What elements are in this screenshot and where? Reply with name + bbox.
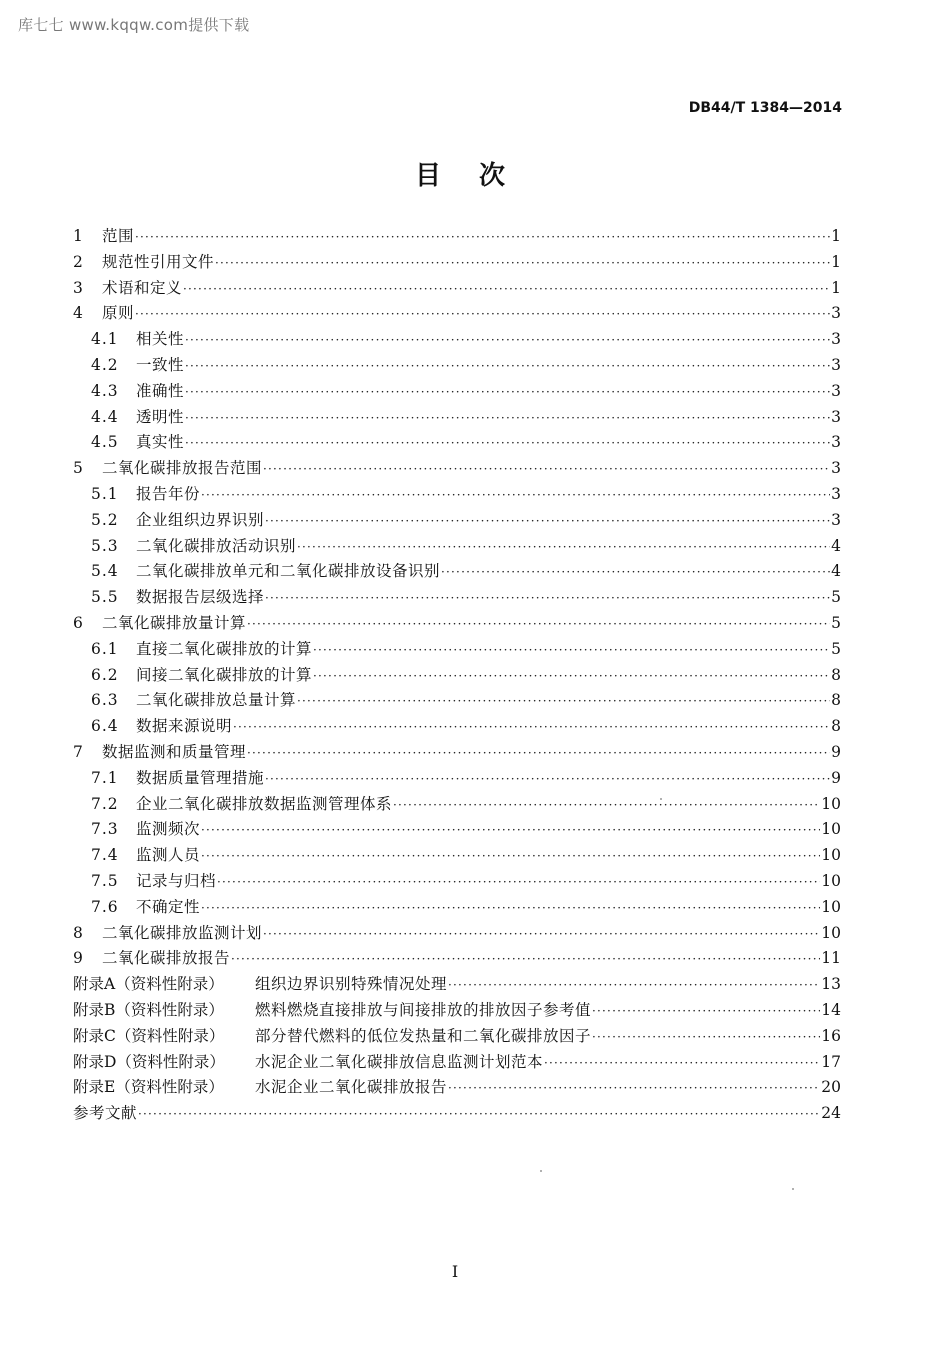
- toc-entry[interactable]: [73, 301, 841, 327]
- dot-leader: [185, 333, 830, 347]
- toc-entry-title: 燃料燃烧直接排放与间接排放的排放因子参考值: [255, 1000, 592, 1019]
- dot-leader: [441, 565, 830, 579]
- toc-entry-title: 二氧化碳排放单元和二氧化碳排放设备识别: [136, 562, 441, 581]
- toc-entry[interactable]: [73, 353, 841, 379]
- dot-leader: [138, 1107, 820, 1121]
- toc-entry-page: 4: [831, 536, 841, 555]
- toc-entry-number: 附录E（资料性附录）: [73, 1078, 224, 1097]
- toc-entry-number: 8: [73, 923, 83, 942]
- page-title: 目次: [414, 161, 543, 191]
- toc-entry[interactable]: [73, 688, 841, 714]
- toc-entry-title: 二氧化碳排放活动识别: [136, 536, 297, 555]
- toc-entry-page: 4: [831, 562, 841, 581]
- toc-entry[interactable]: [73, 534, 841, 560]
- toc-entry-number: 6.4: [91, 717, 119, 736]
- toc-entry-number: 附录C（资料性附录）: [73, 1026, 225, 1045]
- toc-entry-number: 3: [73, 278, 83, 297]
- dot-leader: [592, 1004, 820, 1018]
- toc-entry-page: 3: [831, 407, 841, 426]
- toc-entry[interactable]: [73, 379, 841, 405]
- toc-entry-number: 7.6: [91, 897, 119, 916]
- standard-code: DB44/T 1384—2014: [688, 100, 842, 116]
- toc-entry[interactable]: [73, 972, 841, 998]
- toc-entry[interactable]: [73, 405, 841, 431]
- toc-entry-number: 5.5: [91, 588, 119, 607]
- toc-entry-number: 7.5: [91, 871, 119, 890]
- toc-entry-page: 1: [831, 278, 841, 297]
- page-number: I: [451, 1262, 459, 1281]
- toc-entry[interactable]: [73, 663, 841, 689]
- toc-entry-page: 17: [821, 1052, 841, 1071]
- toc-entry-title: 监测人员: [136, 846, 201, 865]
- dot-leader: [217, 875, 820, 889]
- toc-entry-page: 10: [821, 794, 841, 813]
- toc-entry-page: 3: [831, 304, 841, 323]
- toc-entry-number: 6.3: [91, 691, 119, 710]
- toc-entry[interactable]: [73, 327, 841, 353]
- toc-entry-number: 附录A（资料性附录）: [73, 975, 224, 994]
- toc-entry-number: 4.5: [91, 433, 119, 452]
- dot-leader: [185, 436, 830, 450]
- dot-leader: [544, 1056, 820, 1070]
- toc-entry-page: 9: [831, 768, 841, 787]
- dot-leader: [448, 1081, 820, 1095]
- toc-entry[interactable]: [73, 456, 841, 482]
- toc-entry-title: 记录与归档: [136, 871, 217, 890]
- dot-leader: [231, 952, 820, 966]
- toc-entry-title: 直接二氧化碳排放的计算: [136, 639, 313, 658]
- toc-entry-title: 真实性: [136, 433, 185, 452]
- toc-entry-page: 3: [831, 433, 841, 452]
- dot-leader: [265, 591, 830, 605]
- toc-entry-page: 1: [831, 227, 841, 245]
- toc-entry-page: 16: [821, 1026, 841, 1045]
- dot-leader: [201, 488, 830, 502]
- toc-entry-title: 数据质量管理措施: [136, 768, 265, 787]
- toc-entry[interactable]: [73, 430, 841, 456]
- toc-entry-page: 24: [821, 1104, 841, 1123]
- toc-entry-page: 10: [821, 923, 841, 942]
- toc-entry-page: 5: [831, 613, 841, 632]
- toc-entry-page: 10: [821, 897, 841, 916]
- toc-entry-page: 3: [831, 484, 841, 503]
- toc-entry-number: 7.3: [91, 820, 119, 839]
- toc-entry-number: 4.4: [91, 407, 119, 426]
- dot-leader: [313, 669, 830, 683]
- toc-entry-title: 范围: [102, 227, 135, 245]
- toc-entry-title: 企业组织边界识别: [136, 510, 265, 529]
- toc-entry-page: 3: [831, 381, 841, 400]
- toc-entry-title: 透明性: [136, 407, 185, 426]
- dot-leader: [185, 385, 830, 399]
- toc-entry[interactable]: [73, 792, 841, 818]
- toc-entry-page: 8: [831, 717, 841, 736]
- dot-leader: [135, 230, 830, 244]
- toc-entry-page: 3: [831, 355, 841, 374]
- toc-entry-page: 11: [821, 949, 841, 968]
- toc-entry-number: 2: [73, 252, 83, 271]
- toc-entry-number: 4.3: [91, 381, 119, 400]
- toc-entry[interactable]: [73, 250, 841, 276]
- toc-entry-number: 5.4: [91, 562, 119, 581]
- dot-leader: [185, 411, 830, 425]
- toc-entry-title: 一致性: [136, 355, 185, 374]
- dot-leader: [265, 514, 830, 528]
- toc-entry-title: 准确性: [136, 381, 185, 400]
- toc-entry-title: 水泥企业二氧化碳排放报告: [255, 1078, 448, 1097]
- dot-leader: [201, 849, 820, 863]
- toc-entry-title: 二氧化碳排放报告范围: [102, 459, 263, 478]
- toc-entry-number: 6.2: [91, 665, 119, 684]
- toc-entry[interactable]: [73, 714, 841, 740]
- toc-entry-title: 二氧化碳排放总量计算: [136, 691, 297, 710]
- dot-leader: [297, 540, 830, 554]
- toc-entry[interactable]: [73, 817, 841, 843]
- dot-leader: [247, 617, 830, 631]
- toc-entry-page: 14: [821, 1000, 841, 1019]
- toc-entry-number: 7.1: [91, 768, 119, 787]
- dot-leader: [233, 720, 830, 734]
- toc-entry-title: 二氧化碳排放监测计划: [102, 923, 263, 942]
- toc-entry-number: 7.2: [91, 794, 119, 813]
- toc-entry[interactable]: [73, 998, 841, 1024]
- toc-entry-title: 规范性引用文件: [102, 252, 215, 271]
- dot-leader: [448, 978, 820, 992]
- toc-entry-page: 20: [821, 1078, 841, 1097]
- toc-entry-page: 10: [821, 846, 841, 865]
- toc-entry-title: 水泥企业二氧化碳排放信息监测计划范本: [255, 1052, 544, 1071]
- toc-entry[interactable]: [73, 921, 841, 947]
- toc-entry-title: 术语和定义: [102, 278, 183, 297]
- toc-entry-title: 企业二氧化碳排放数据监测管理体系: [136, 794, 393, 813]
- toc-entry-page: 3: [831, 510, 841, 529]
- toc-entry-page: 10: [821, 820, 841, 839]
- toc-entry-title: 间接二氧化碳排放的计算: [136, 665, 313, 684]
- toc-entry[interactable]: [73, 895, 841, 921]
- toc-entry-number: 5.1: [91, 484, 119, 503]
- toc-entry[interactable]: [73, 224, 841, 250]
- toc-entry-title: 原则: [102, 304, 135, 323]
- toc-entry-title: 参考文献: [73, 1104, 138, 1123]
- dot-leader: [263, 462, 830, 476]
- toc-entry-page: 1: [831, 252, 841, 271]
- toc-entry[interactable]: [73, 946, 841, 972]
- toc-entry-title: 部分替代燃料的低位发热量和二氧化碳排放因子: [255, 1026, 592, 1045]
- toc-entry[interactable]: [73, 1050, 841, 1076]
- toc-entry-number: 9: [73, 949, 83, 968]
- toc-entry[interactable]: [73, 740, 841, 766]
- toc-entry-page: 9: [831, 742, 841, 761]
- toc-entry-page: 8: [831, 691, 841, 710]
- toc-entry-number: 4: [73, 304, 83, 323]
- toc-entry-title: 二氧化碳排放量计算: [102, 613, 247, 632]
- watermark-text: 库七七 www.kqqw.com提供下载: [18, 16, 250, 34]
- toc-entry-number: 6: [73, 613, 83, 632]
- toc-entry-page: 3: [831, 330, 841, 349]
- toc-entry-number: 5.3: [91, 536, 119, 555]
- dot-leader: [201, 901, 820, 915]
- toc-entry[interactable]: [73, 559, 841, 585]
- toc-entry[interactable]: [73, 585, 841, 611]
- dot-leader: [201, 823, 820, 837]
- toc-entry[interactable]: [73, 1024, 841, 1050]
- dot-leader: [247, 746, 830, 760]
- toc-entry[interactable]: [73, 869, 841, 895]
- toc-entry-page: 13: [821, 975, 841, 994]
- toc-entry-page: 3: [831, 459, 841, 478]
- toc-entry-page: 8: [831, 665, 841, 684]
- toc-entry[interactable]: [73, 1101, 841, 1127]
- toc-entry-page: 10: [821, 871, 841, 890]
- toc-entry-number: 附录D（资料性附录）: [73, 1052, 225, 1071]
- dot-leader: [215, 256, 830, 270]
- table-of-contents: [73, 224, 841, 1127]
- toc-entry-title: 报告年份: [136, 484, 201, 503]
- toc-entry-page: 5: [831, 639, 841, 658]
- toc-entry[interactable]: [73, 611, 841, 637]
- toc-entry-title: 数据报告层级选择: [136, 588, 265, 607]
- dot-leader: [313, 643, 830, 657]
- dot-leader: [183, 282, 830, 296]
- toc-entry-title: 相关性: [136, 330, 185, 349]
- toc-entry-title: 组织边界识别特殊情况处理: [255, 975, 448, 994]
- dot-leader: [265, 772, 830, 786]
- toc-entry-number: 1: [73, 227, 83, 245]
- dot-leader: [135, 307, 830, 321]
- toc-entry[interactable]: [73, 508, 841, 534]
- toc-entry[interactable]: [73, 637, 841, 663]
- toc-entry-title: 数据来源说明: [136, 717, 233, 736]
- dot-leader: [263, 927, 820, 941]
- toc-entry[interactable]: [73, 276, 841, 302]
- toc-entry-number: 6.1: [91, 639, 119, 658]
- toc-entry-number: 4.1: [91, 330, 119, 349]
- dot-leader: [297, 694, 830, 708]
- dot-leader: [185, 359, 830, 373]
- toc-entry-number: 7.4: [91, 846, 119, 865]
- toc-entry-number: 4.2: [91, 355, 119, 374]
- toc-entry[interactable]: [73, 843, 841, 869]
- dot-leader: [592, 1030, 820, 1044]
- toc-entry-number: 5.2: [91, 510, 119, 529]
- dot-leader: [393, 798, 820, 812]
- toc-entry[interactable]: [73, 482, 841, 508]
- toc-entry[interactable]: [73, 766, 841, 792]
- toc-entry[interactable]: [73, 1075, 841, 1101]
- toc-entry-number: 5: [73, 459, 83, 478]
- toc-entry-number: 7: [73, 742, 83, 761]
- toc-entry-title: 数据监测和质量管理: [102, 742, 247, 761]
- toc-entry-title: 二氧化碳排放报告: [102, 949, 231, 968]
- toc-entry-title: 不确定性: [136, 897, 201, 916]
- toc-entry-title: 监测频次: [136, 820, 201, 839]
- toc-entry-page: 5: [831, 588, 841, 607]
- toc-entry-number: 附录B（资料性附录）: [73, 1000, 224, 1019]
